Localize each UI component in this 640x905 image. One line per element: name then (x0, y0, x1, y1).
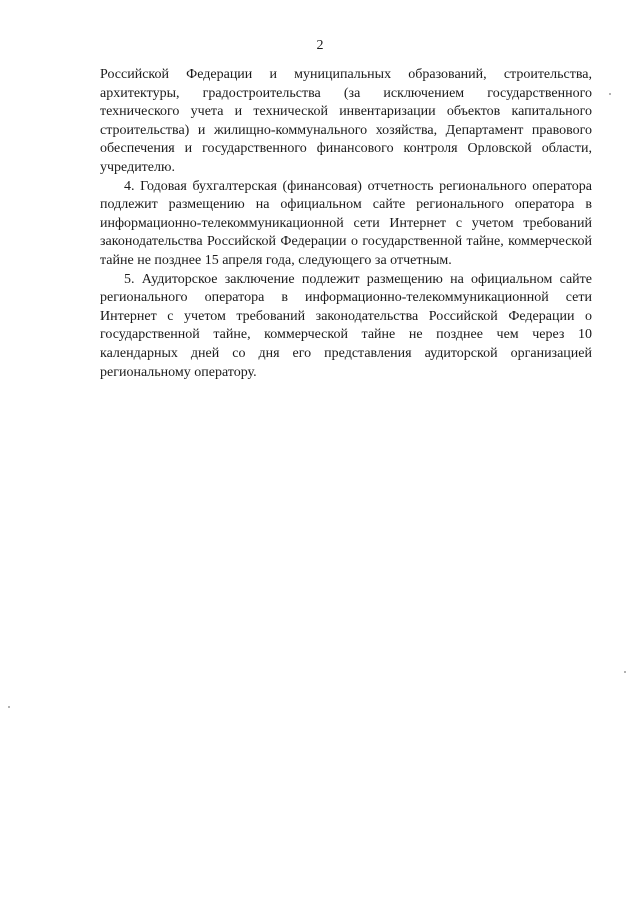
document-body (100, 66, 592, 382)
page-number: 2 (316, 38, 324, 53)
paragraph-item-4: 4. Годовая бухгалтерская (финансовая) отчетность регионального оператора подлежит размещению на официальном сайте регионального оператора в информационно-телекоммуникационной сети Интернет с учетом требований законодательства Российской Федерации о государственной тайне, коммерческой тайне не позднее 15 апреля года, следующего за отчетным. (100, 178, 592, 268)
scan-speck (8, 706, 10, 708)
paragraph-continuation: Российской Федерации и муниципальных образований, строительства, архитектуры, градостроительства (за исключением государственного технического учета и технической инвентаризации объектов капитального строительства) и жилищно-коммунального хозяйства, Департамент правового обеспечения и государственного финансового контроля Орловской области, учредителю. (100, 67, 592, 175)
paragraph-item-5: 5. Аудиторское заключение подлежит размещению на официальном сайте регионального оператора в информационно-телекоммуникационной сети Интернет с учетом требований законодательства Российской Федерации о государственной тайне, коммерческой тайне не позднее чем через 10 календарных дней со дня его представления аудиторской организацией региональному оператору. (100, 271, 592, 380)
scan-speck (624, 671, 626, 673)
scan-speck (609, 93, 611, 95)
